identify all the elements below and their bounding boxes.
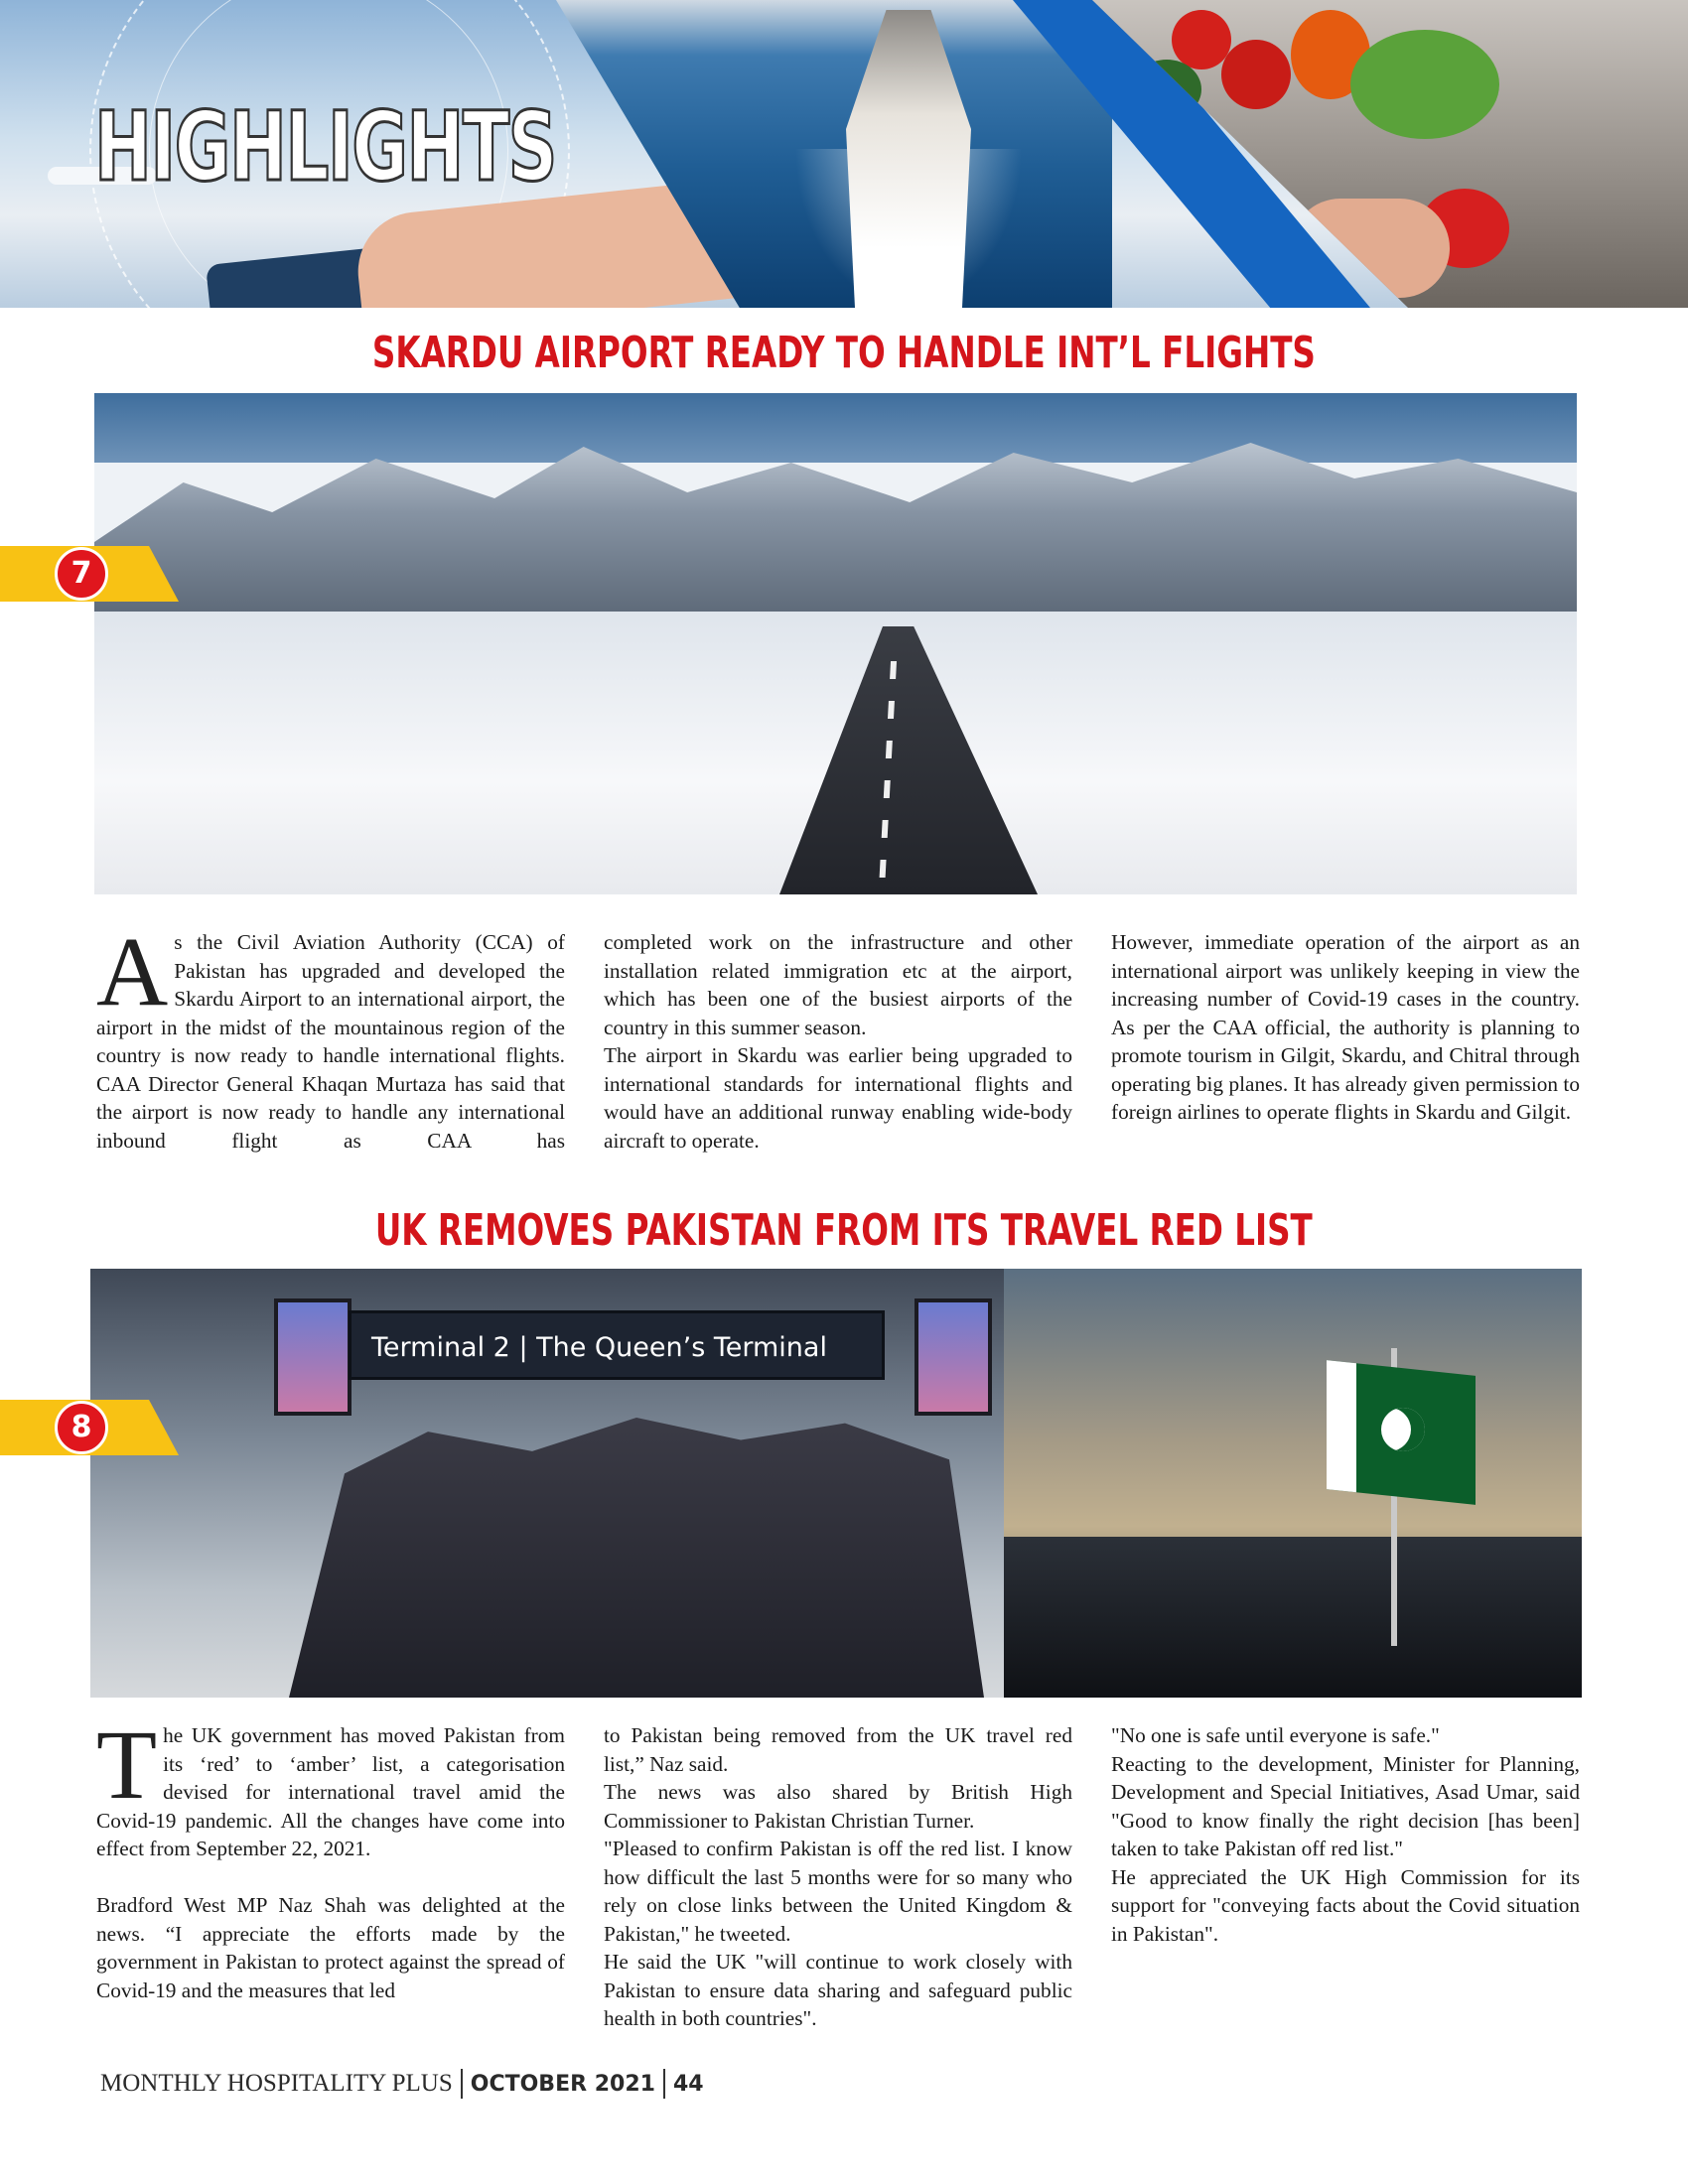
article-8-column-2: to Pakistan being removed from the UK travel red list,” Naz said. The news was also shared by British High Commissioner to Pakistan Christian Turner. "Pleased to confirm Pakistan is off the red list. I know how difficult the last 5 months were for so many who rely on close links between the United Kingdom & Pakistan," he tweeted. He said the UK "will continue to work closely with Pakistan to ensure data sharing and safeguard public health in both countries". <box>604 1723 1072 2030</box>
article-7-column-3: However, immediate operation of the airport as an international airport was unlikely keeping in view the increasing number of Covid-19 cases in the country. As per the CAA official, the authority is planning to promote tourism in Gilgit, Skardu, and Chitral through operating big planes. It has already given permission to foreign airlines to operate flights in Skardu and Gilgit. <box>1111 930 1580 1124</box>
article-7-column-1: As the Civil Aviation Authority (CCA) of Pakistan has upgraded and developed the Skardu Airport to an international airport, the airport in the midst of the mountainous region of the country is now ready to handle international flights. CAA Director General Khaqan Murtaza has said that the airport is now ready to handle any international inbound flight as CAA has <box>96 916 565 1153</box>
page-number: 44 <box>672 2072 704 2097</box>
crescent-icon <box>1381 1408 1425 1451</box>
lettuce <box>1350 30 1499 139</box>
issue-date: OCTOBER 2021 <box>470 2072 655 2097</box>
page-footer <box>100 2069 704 2100</box>
tomato <box>1221 40 1291 109</box>
advert-screen <box>274 1298 352 1416</box>
article-8-column-3: "No one is safe until everyone is safe." Reacting to the development, Minister for Planning, Development and Special Initiatives, Asad Umar, said "Good to know finally the right decision [has been] taken to take Pakistan off red list." He appreciated the UK High Commission for its support for "conveying facts about the Covid situation in Pakistan". <box>1111 1723 1580 1946</box>
highlights-banner <box>0 0 1688 308</box>
drop-cap: A <box>96 916 169 1026</box>
article-number-badge: 8 <box>55 1401 108 1454</box>
skardu-runway-photo <box>94 393 1577 894</box>
magazine-name: MONTHLY HOSPITALITY PLUS <box>100 2070 453 2097</box>
footer-divider <box>461 2069 463 2099</box>
article-8-column-1: The UK government has moved Pakistan from its ‘red’ to ‘amber’ list, a categorisation devised for international travel amid the Covid-19 pandemic. All the changes have come into effect from September 22, 2021. Bradford West MP Naz Shah was delighted at the news. “I appreciate the efforts made by the government in Pakistan to protect against the spread of Covid-19 and the measures that led <box>96 1709 565 2002</box>
drop-cap: T <box>96 1709 158 1820</box>
article-number-badge: 7 <box>55 547 108 601</box>
article-7-column-2: completed work on the infrastructure and other installation related immigration etc at the airport, which has been one of the busiest airports of the country in this summer season. The airport in Skardu was earlier being upgraded to international standards for international flights and would have an additional runway enabling wide-body aircraft to operate. <box>604 930 1072 1153</box>
article-8-headline: UK REMOVES PAKISTAN FROM ITS TRAVEL RED LIST <box>375 1205 1313 1256</box>
footer-divider <box>663 2069 665 2099</box>
car-hood <box>1004 1537 1582 1698</box>
photo-sky <box>94 393 1577 463</box>
terminal-sign: Terminal 2 | The Queen’s Terminal <box>349 1310 885 1380</box>
banner-title: HIGHLIGHTS <box>94 91 557 203</box>
airport-and-flag-photo <box>90 1269 1582 1698</box>
advert-screen <box>914 1298 992 1416</box>
article-7-headline: SKARDU AIRPORT READY TO HANDLE INT’L FLIGHTS <box>372 328 1316 378</box>
tomato <box>1172 10 1231 69</box>
travelers-crowd <box>289 1418 984 1698</box>
